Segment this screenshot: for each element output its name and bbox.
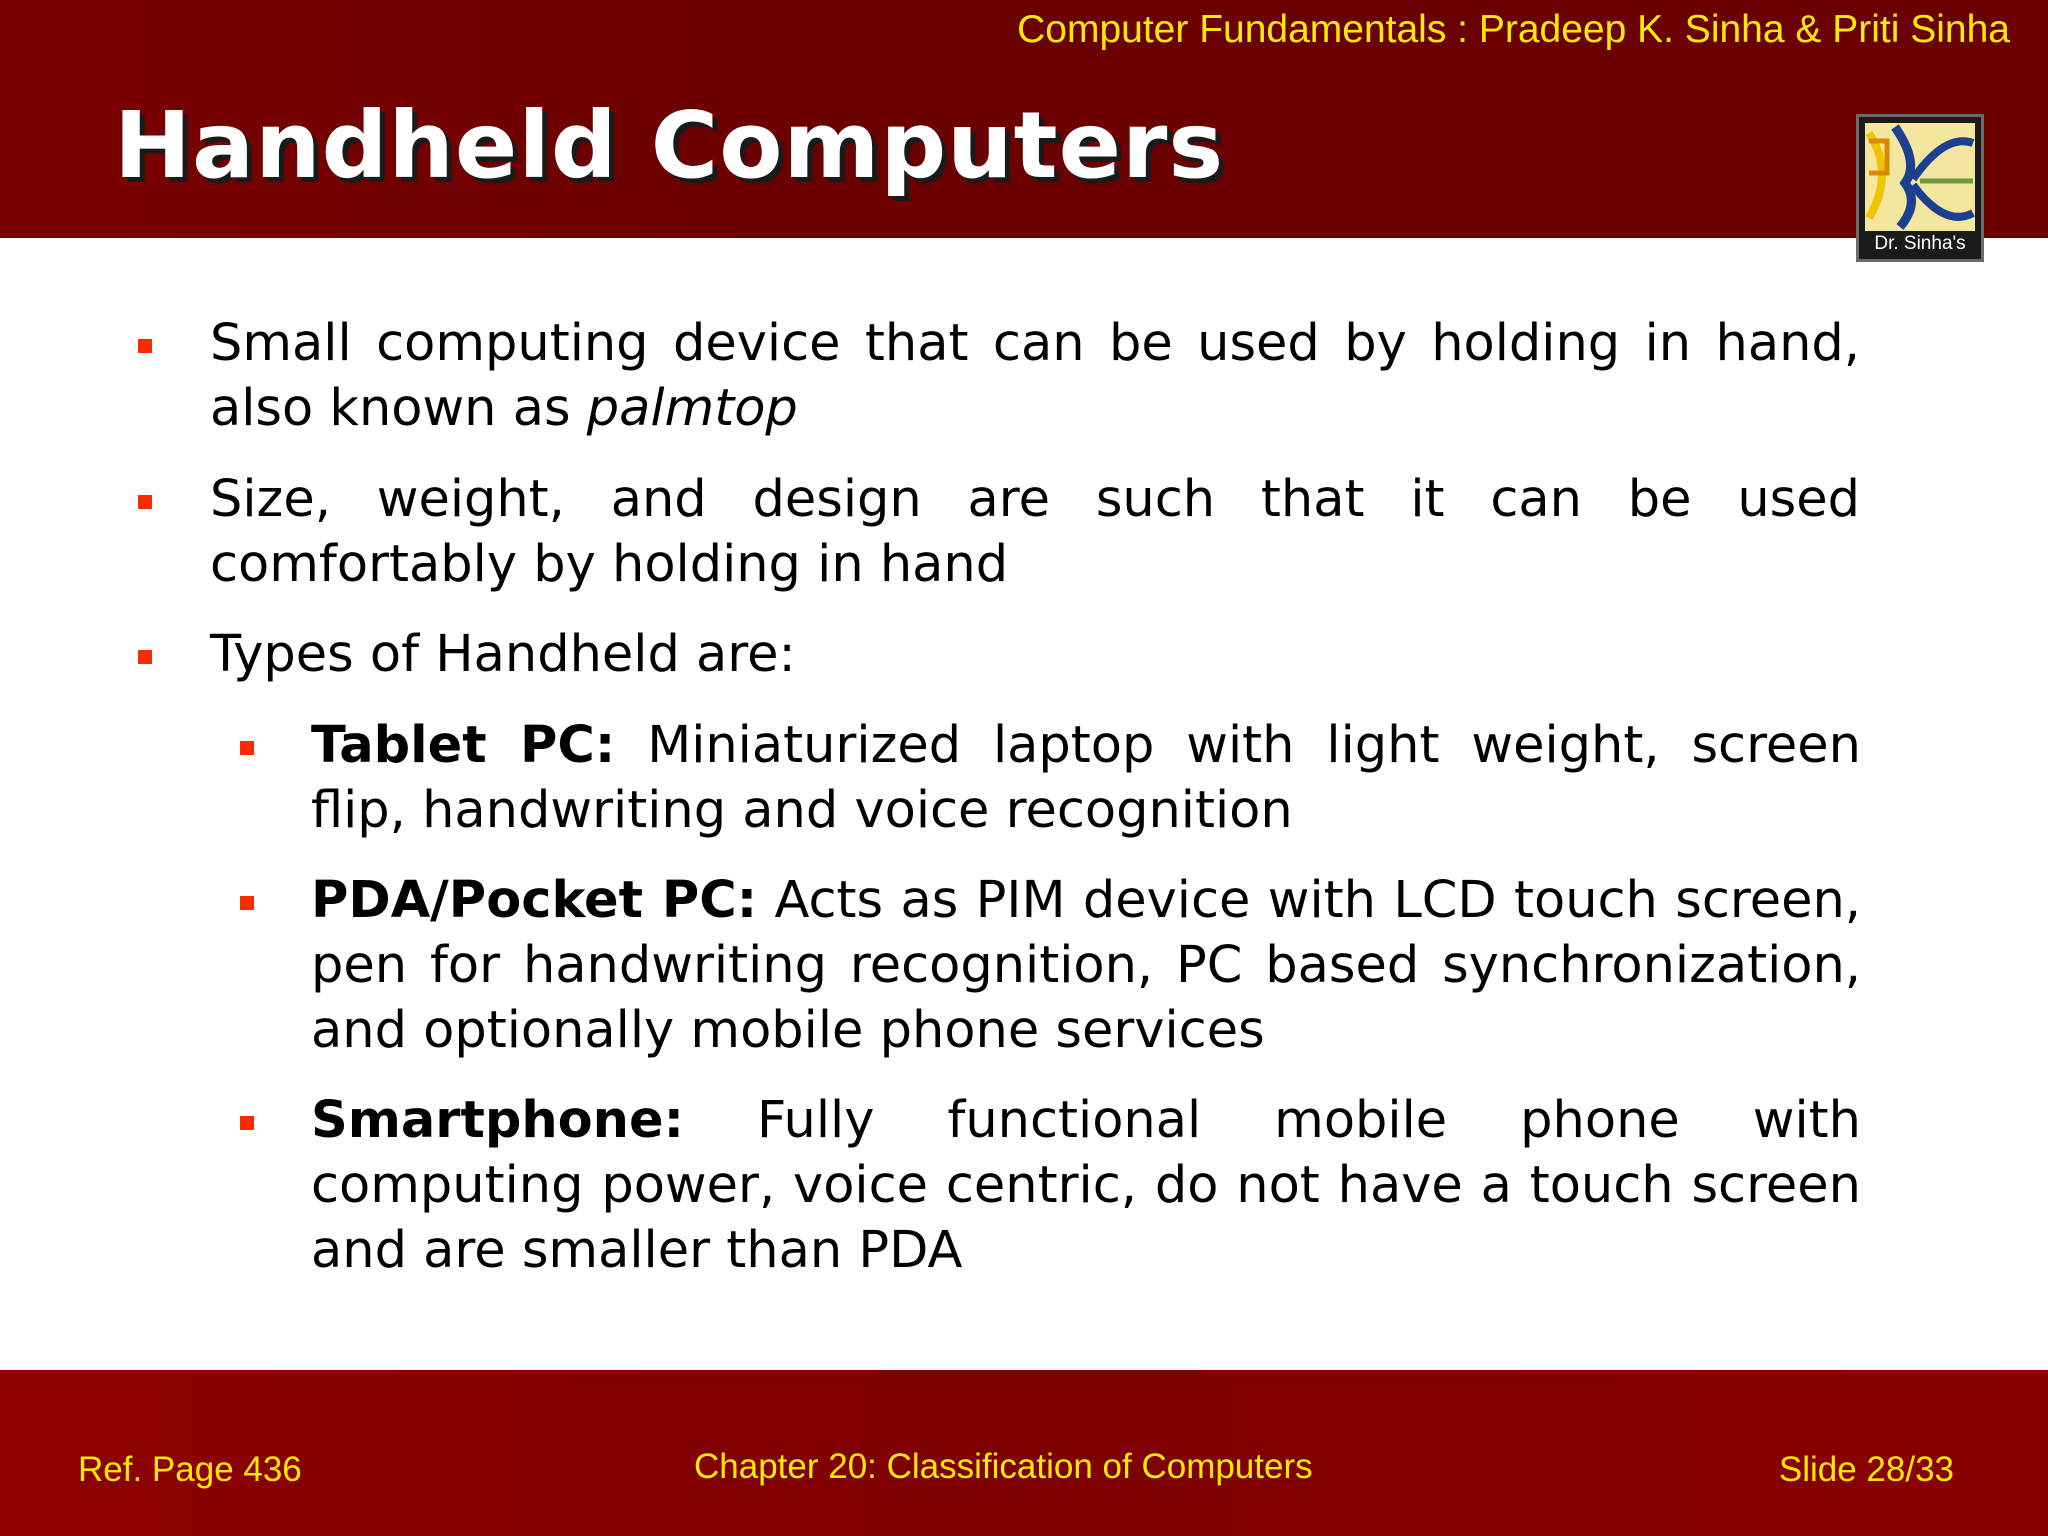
slide-number: Slide 28/33: [1778, 1450, 1954, 1489]
logo-caption: Dr. Sinha's: [1874, 233, 1966, 254]
bullet-marker-icon: [138, 650, 152, 664]
sub-bullet-text: PDA/Pocket PC: Acts as PIM device with LCD touch screen, pen for handwriting recognition, PC based synchronization, and optionally mobile phone services: [311, 871, 1862, 1060]
author-logo: [1856, 114, 1984, 262]
bullet-item: [210, 311, 1860, 441]
ref-page: Ref. Page 436: [78, 1450, 302, 1489]
bullet-item: [210, 622, 1860, 687]
header-band: [0, 0, 2048, 238]
sub-bullet-item: [311, 713, 1861, 843]
sub-bullet-text: Smartphone: Fully functional mobile phone with computing power, voice centric, do not have a touch screen and are smaller than PDA: [311, 1091, 1861, 1280]
slide-title: Handheld Computers: [114, 92, 1225, 199]
bullet-text: Small computing device that can be used by holding in hand, also known as palmtop: [210, 314, 1860, 438]
bullet-text: Size, weight, and design are such that it can be used comfortably by holding in hand: [210, 470, 1860, 594]
bullet-marker-icon: [138, 339, 152, 353]
bullet-emphasis: palmtop: [586, 379, 798, 438]
sub-bullet-term: PDA/Pocket PC:: [311, 871, 758, 930]
bullet-marker-icon: [240, 896, 254, 910]
bullet-text: Types of Handheld are:: [210, 625, 796, 684]
logo-icon: [1865, 123, 1975, 231]
chapter-title: Chapter 20: Classification of Computers: [694, 1447, 1313, 1486]
sub-bullet-term: Tablet PC:: [311, 716, 616, 775]
bullet-marker-icon: [138, 495, 152, 509]
sub-bullet-item: [311, 1088, 1861, 1283]
bullet-marker-icon: [240, 741, 254, 755]
book-title: Computer Fundamentals : Pradeep K. Sinha & Priti Sinha: [1017, 8, 2010, 51]
sub-bullet-text: Tablet PC: Miniaturized laptop with light weight, screen flip, handwriting and voice recognition: [311, 716, 1861, 840]
bullet-marker-icon: [240, 1116, 254, 1130]
bullet-item: [210, 467, 1860, 597]
sub-bullet-term: Smartphone:: [311, 1091, 684, 1150]
sub-bullet-item: [311, 868, 1861, 1063]
